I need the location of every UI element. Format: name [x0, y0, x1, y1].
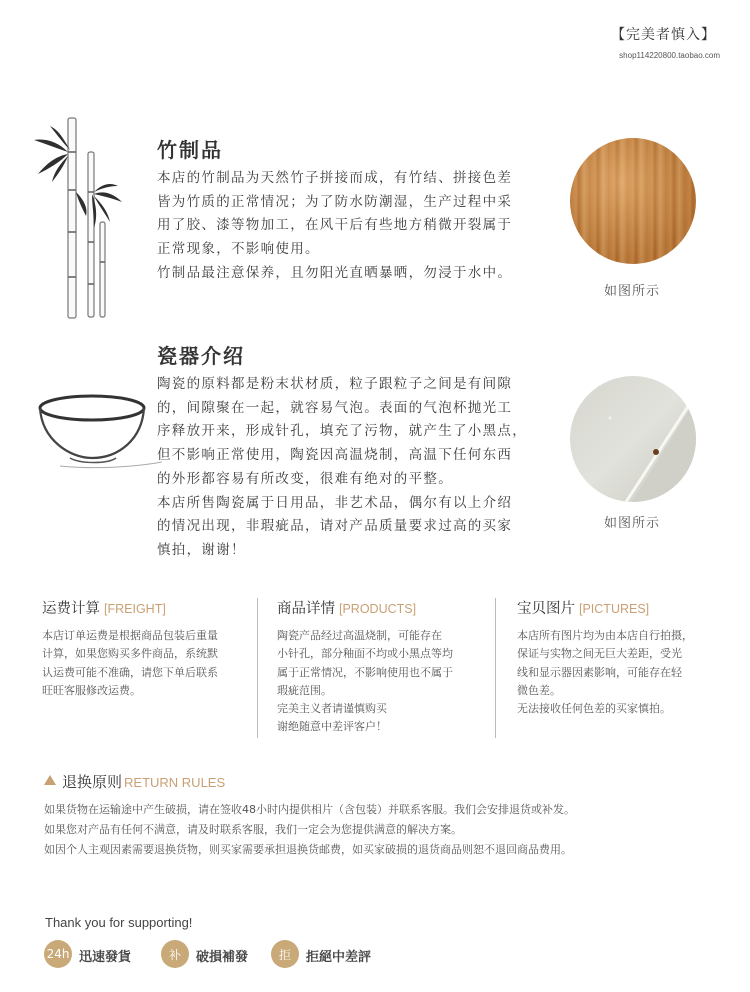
porcelain-description	[157, 373, 567, 563]
porcelain-line: 序释放开来，形成针孔，填充了污物，就产生了小黑点，	[157, 423, 527, 440]
column-divider	[495, 598, 496, 738]
porcelain-title: 瓷器介绍	[157, 344, 245, 368]
bowl-illustration	[30, 380, 165, 470]
freight-title-en: [FREIGHT]	[104, 602, 166, 616]
pictures-line: 本店所有图片均为由本店自行拍摄，	[517, 629, 693, 642]
pictures-line: 保证与实物之间无巨大差距，受光	[517, 647, 682, 661]
porcelain-line: 的，间隙聚在一起，就容易气泡。表面的气泡杯抛光工	[157, 399, 513, 416]
porcelain-line: 的外形都容易有所改变，很难有绝对的平整。	[157, 470, 453, 487]
shop-url[interactable]: shop114220800.taobao.com	[619, 51, 720, 60]
pictures-line: 线和显示器因素影响，可能存在轻	[517, 665, 682, 679]
pictures-line: 无法接收任何色差的买家慎拍。	[517, 702, 671, 716]
return-rules-title-en: RETURN RULES	[124, 775, 226, 790]
products-line: 完美主义者请谨慎购买	[277, 702, 387, 716]
reissue-badge-icon: 补	[161, 940, 189, 968]
products-line: 属于正常情况，不影响使用也不属于	[277, 665, 453, 679]
porcelain-line: 的情况出现，非瑕疵品，请对产品质量要求过高的买家	[157, 518, 513, 535]
triangle-up-icon	[44, 775, 56, 785]
return-rule-line: 如果您对产品有任何不满意，请及时联系客服，我们一定会为您提供满意的解决方案。	[44, 823, 462, 836]
return-rule-line: 如因个人主观因素需要退换货物，则买家需要承担退换货邮费，如买家破损的退货商品则恕不退回商品费用。	[44, 843, 572, 856]
bamboo-line: 正常现象，不影响使用。	[157, 241, 320, 258]
freight-title-cn: 运费计算	[42, 601, 100, 617]
bamboo-description	[157, 167, 557, 286]
freight-line: 认运费可能不准确，请您下单后联系	[42, 665, 218, 679]
column-divider	[257, 598, 258, 738]
bamboo-wood-photo	[570, 138, 696, 264]
bamboo-line: 本店的竹制品为天然竹子拼接而成，有竹结、拼接色差	[157, 170, 513, 186]
products-line: 小针孔，部分釉面不均或小黑点等均	[277, 647, 453, 661]
pictures-body	[517, 627, 732, 718]
return-rule-line: 如果货物在运输途中产生破损，请在签收48小时内提供相片（含包装）并联系客服。我们会安排退货或补发。	[44, 803, 575, 816]
products-title-cn: 商品详情	[277, 601, 335, 617]
porcelain-line: 但不影响正常使用，陶瓷因高温烧制，高温下任何东西	[157, 447, 513, 464]
bamboo-title: 竹制品	[157, 138, 223, 162]
freight-line: 旺旺客服修改运费。	[42, 683, 141, 697]
products-body	[277, 627, 492, 737]
bamboo-illustration	[28, 112, 123, 322]
porcelain-surface-photo	[570, 376, 696, 502]
bamboo-line: 竹制品最注意保养，且勿阳光直晒暴晒，勿浸于水中。	[157, 264, 513, 281]
24h-badge-icon: 24h	[44, 940, 72, 968]
bamboo-caption: 如图所示	[604, 284, 661, 299]
porcelain-line: 本店所售陶瓷属于日用品，非艺术品，偶尔有以上介绍	[157, 494, 513, 511]
bamboo-line: 用了胶、漆等物加工，在风干后有些地方稍微开裂属于	[157, 217, 513, 234]
freight-title	[42, 597, 166, 618]
products-line: 陶瓷产品经过高温烧制，可能存在	[277, 629, 442, 642]
pictures-title	[517, 597, 649, 618]
porcelain-line: 陶瓷的原料都是粉末状材质，粒子跟粒子之间是有间隙	[157, 376, 513, 392]
products-line: 谢绝随意中差评客户！	[277, 720, 387, 734]
pictures-title-en: [PICTURES]	[579, 602, 650, 616]
pictures-line: 微色差。	[517, 683, 561, 697]
thanks-text: Thank you for supporting!	[45, 915, 193, 930]
return-rules-title	[62, 771, 225, 792]
refuse-badge-icon: 拒	[271, 940, 299, 968]
products-title	[277, 597, 416, 618]
freight-body	[42, 627, 257, 700]
porcelain-caption: 如图所示	[604, 516, 661, 531]
bamboo-line: 皆为竹质的正常情况；为了防水防潮湿，生产过程中采	[157, 193, 513, 210]
products-line: 瑕疵范围。	[277, 683, 332, 697]
shop-brand: 【完美者慎入】	[611, 27, 716, 43]
freight-line: 本店订单运费是根据商品包装后重量	[42, 629, 218, 642]
freight-line: 计算，如果您购买多件商品，系统默	[42, 647, 218, 661]
refuse-bad-review-label: 拒絕中差評	[306, 950, 372, 965]
return-rules-title-cn: 退换原则	[62, 773, 123, 791]
damage-reissue-label: 破損補發	[196, 950, 249, 965]
products-title-en: [PRODUCTS]	[339, 602, 417, 616]
pictures-title-cn: 宝贝图片	[517, 601, 575, 617]
fast-shipping-label: 迅速發貨	[79, 950, 132, 965]
porcelain-line: 慎拍，谢谢！	[157, 541, 246, 558]
